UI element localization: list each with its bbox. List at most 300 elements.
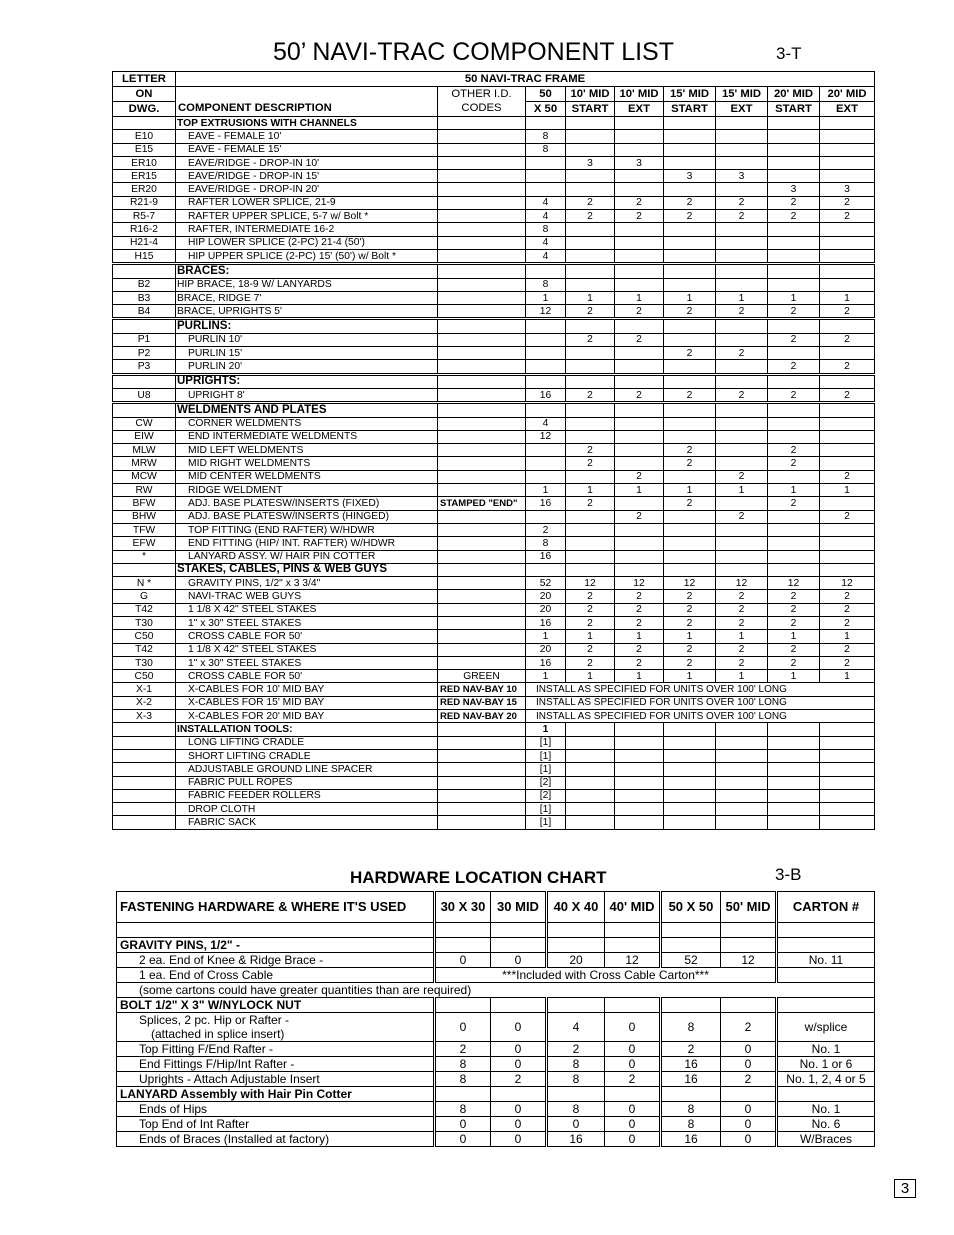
hardware-value: [721, 923, 777, 938]
row-code: U8: [113, 388, 176, 402]
table-row: [113, 630, 875, 643]
row-value: [526, 117, 566, 130]
row-value: 1: [615, 670, 664, 683]
row-value: 12: [566, 577, 615, 590]
row-value: [716, 537, 768, 550]
table-row: [113, 444, 875, 457]
row-value: [716, 249, 768, 263]
hardware-body: [117, 892, 875, 1147]
row-value: [820, 403, 875, 417]
row-value: 1: [820, 670, 875, 683]
row-value: [768, 264, 820, 278]
table-row: [113, 510, 875, 523]
row-value: [768, 236, 820, 249]
hardware-value: 0: [435, 1013, 491, 1042]
row-value: [716, 360, 768, 374]
row-value: [1]: [526, 736, 566, 749]
row-description: CROSS CABLE FOR 50': [176, 670, 438, 683]
hardware-value: [777, 998, 875, 1013]
row-value: 3: [820, 183, 875, 196]
header-col-6-top: 20' MID: [820, 87, 875, 102]
row-description: FABRIC SACK: [176, 816, 438, 829]
hardware-value: [721, 1087, 777, 1102]
row-value: [615, 143, 664, 156]
row-value: 2: [820, 510, 875, 523]
row-value: [768, 347, 820, 360]
row-value: [566, 278, 615, 291]
row-other-code: [438, 170, 526, 183]
row-value: 8: [526, 537, 566, 550]
hardware-value: 16: [661, 1132, 721, 1147]
row-other-code: [438, 763, 526, 776]
row-value: [716, 444, 768, 457]
row-value: [768, 117, 820, 130]
row-value: 2: [566, 444, 615, 457]
hardware-value: 0: [547, 1117, 605, 1132]
hardware-value: 2: [435, 1042, 491, 1057]
row-code: [113, 736, 176, 749]
row-value: [664, 374, 716, 388]
row-value: [664, 430, 716, 443]
row-value: 2: [768, 444, 820, 457]
row-code: B4: [113, 305, 176, 319]
row-code: T30: [113, 616, 176, 629]
section-heading: UPRIGHTS:: [176, 374, 438, 388]
row-value: 2: [820, 333, 875, 346]
row-value: 2: [768, 305, 820, 319]
row-other-code: [438, 789, 526, 802]
row-value: 1: [664, 291, 716, 304]
row-value: [716, 816, 768, 829]
table-row: [113, 278, 875, 291]
hardware-value: [605, 998, 661, 1013]
row-code: R5-7: [113, 210, 176, 223]
hardware-label-line: (attached in splice insert): [151, 1027, 285, 1041]
hardware-row: [117, 1042, 875, 1057]
hardware-value: 2: [491, 1072, 547, 1087]
row-value: 2: [664, 388, 716, 402]
row-value: [820, 319, 875, 333]
row-value: [768, 430, 820, 443]
hardware-label: End Fittings F/Hip/Int Rafter -: [117, 1057, 435, 1072]
row-value: [566, 430, 615, 443]
row-value: 16: [526, 550, 566, 563]
row-value: 2: [768, 333, 820, 346]
row-value: [566, 563, 615, 576]
row-value: [566, 470, 615, 483]
row-value: [615, 523, 664, 536]
row-description: RAFTER UPPER SPLICE, 5-7 w/ Bolt *: [176, 210, 438, 223]
table-row: [113, 210, 875, 223]
row-value: 2: [566, 210, 615, 223]
row-value: 4: [526, 417, 566, 430]
row-value: [566, 403, 615, 417]
header-letter: LETTER: [113, 72, 176, 87]
row-value: [820, 170, 875, 183]
hardware-value: 0: [721, 1102, 777, 1117]
row-code: EIW: [113, 430, 176, 443]
row-value: [615, 403, 664, 417]
hardware-value: 2: [721, 1072, 777, 1087]
row-description: HIP LOWER SPLICE (2-PC) 21-4 (50'): [176, 236, 438, 249]
hardware-label: Top Fitting F/End Rafter -: [117, 1042, 435, 1057]
row-value: [566, 117, 615, 130]
row-install-note: INSTALL AS SPECIFIED FOR UNITS OVER 100' LONG: [526, 683, 875, 696]
row-value: 2: [768, 497, 820, 510]
row-value: [820, 374, 875, 388]
hardware-value: No. 1 or 6: [777, 1057, 875, 1072]
row-value: 2: [526, 523, 566, 536]
row-other-code: [438, 643, 526, 656]
hardware-row: [117, 968, 875, 983]
row-value: [664, 470, 716, 483]
header-description: COMPONENT DESCRIPTION: [176, 102, 438, 117]
row-value: 2: [566, 196, 615, 209]
row-value: 1: [716, 291, 768, 304]
row-value: [664, 264, 716, 278]
row-value: 8: [526, 143, 566, 156]
row-value: [716, 236, 768, 249]
row-value: [566, 550, 615, 563]
row-other-code: STAMPED "END": [438, 497, 526, 510]
row-value: 2: [768, 388, 820, 402]
row-value: [820, 130, 875, 143]
row-value: 2: [716, 305, 768, 319]
table-row: [113, 749, 875, 762]
row-description: FABRIC PULL ROPES: [176, 776, 438, 789]
row-value: [716, 563, 768, 576]
hardware-label: BOLT 1/2" X 3" W/NYLOCK NUT: [117, 998, 435, 1013]
row-value: [615, 497, 664, 510]
row-value: [566, 170, 615, 183]
row-value: [768, 723, 820, 736]
row-other-code: RED NAV-BAY 20: [438, 710, 526, 723]
hardware-value: No. 1: [777, 1042, 875, 1057]
row-other: [438, 723, 526, 736]
row-value: [716, 319, 768, 333]
row-value: 2: [716, 616, 768, 629]
row-value: 2: [716, 210, 768, 223]
row-value: [664, 736, 716, 749]
hardware-value: 8: [661, 1102, 721, 1117]
hardware-value: 16: [661, 1057, 721, 1072]
row-value: [615, 236, 664, 249]
table-row: [113, 696, 875, 709]
hardware-value: 8: [435, 1057, 491, 1072]
section-tag-top: 3-T: [776, 44, 802, 63]
row-value: [566, 749, 615, 762]
hardware-value: 20: [547, 953, 605, 968]
row-value: [566, 417, 615, 430]
row-value: [664, 403, 716, 417]
row-code: [113, 789, 176, 802]
row-code: T42: [113, 603, 176, 616]
row-value: 2: [820, 360, 875, 374]
row-value: 2: [664, 457, 716, 470]
row-description: END FITTING (HIP/ INT. RAFTER) W/HDWR: [176, 537, 438, 550]
row-code: P1: [113, 333, 176, 346]
hardware-header-cell: 30 X 30: [435, 892, 491, 923]
hardware-row: [117, 983, 875, 998]
row-value: [615, 776, 664, 789]
row-value: [716, 117, 768, 130]
row-value: [820, 223, 875, 236]
table-row: [113, 683, 875, 696]
hardware-value: 8: [661, 1117, 721, 1132]
row-description: 1 1/8 X 42" STEEL STAKES: [176, 603, 438, 616]
row-code: [113, 563, 176, 576]
table-row: [113, 577, 875, 590]
row-description: ADJUSTABLE GROUND LINE SPACER: [176, 763, 438, 776]
row-value: 1: [526, 484, 566, 497]
header-frame: 50 NAVI-TRAC FRAME: [176, 72, 875, 87]
table-row: [113, 537, 875, 550]
row-description: 1" x 30" STEEL STAKES: [176, 616, 438, 629]
row-value: [566, 736, 615, 749]
row-value: [526, 510, 566, 523]
hardware-label: 2 ea. End of Knee & Ridge Brace -: [117, 953, 435, 968]
row-value: 12: [768, 577, 820, 590]
row-value: [716, 523, 768, 536]
row-value: 1: [526, 291, 566, 304]
row-value: [664, 319, 716, 333]
row-value: [716, 789, 768, 802]
hardware-value: [491, 998, 547, 1013]
table-row: [113, 497, 875, 510]
hardware-row: [117, 1132, 875, 1147]
component-list-table: [112, 71, 875, 830]
hardware-value: [777, 938, 875, 953]
row-value: [664, 143, 716, 156]
row-code: R16-2: [113, 223, 176, 236]
hardware-value: No. 1: [777, 1102, 875, 1117]
row-value: 1: [664, 630, 716, 643]
row-value: 2: [716, 470, 768, 483]
table-row: [113, 643, 875, 656]
row-value: [664, 183, 716, 196]
header-other-2: CODES: [438, 102, 526, 117]
row-value: [820, 156, 875, 169]
hardware-value: 0: [491, 1132, 547, 1147]
hardware-label: LANYARD Assembly with Hair Pin Cotter: [117, 1087, 435, 1102]
row-code: ER15: [113, 170, 176, 183]
hardware-value: [721, 938, 777, 953]
row-value: 8: [526, 278, 566, 291]
row-value: 2: [664, 603, 716, 616]
row-value: 2: [615, 590, 664, 603]
row-value: [615, 183, 664, 196]
row-other-code: [438, 430, 526, 443]
row-value: [664, 223, 716, 236]
row-value: 2: [615, 210, 664, 223]
row-value: [820, 776, 875, 789]
row-value: [1]: [526, 763, 566, 776]
row-code: CW: [113, 417, 176, 430]
row-value: [820, 264, 875, 278]
row-value: 2: [615, 470, 664, 483]
row-value: [820, 550, 875, 563]
row-value: [566, 143, 615, 156]
row-value: 1: [615, 291, 664, 304]
row-description: EAVE/RIDGE - DROP-IN 20': [176, 183, 438, 196]
hardware-header-cell: 40 X 40: [547, 892, 605, 923]
row-value: 12: [820, 577, 875, 590]
row-value: 2: [664, 444, 716, 457]
row-value: 1: [768, 291, 820, 304]
row-value: 2: [566, 656, 615, 669]
row-value: 1: [615, 630, 664, 643]
row-value: [664, 550, 716, 563]
row-value: [820, 236, 875, 249]
row-value: [615, 374, 664, 388]
hardware-value: 8: [435, 1072, 491, 1087]
table-row: [113, 603, 875, 616]
row-value: [664, 523, 716, 536]
row-description: DROP CLOTH: [176, 803, 438, 816]
row-value: [615, 444, 664, 457]
section-heading: INSTALLATION TOOLS:: [176, 723, 438, 736]
row-value: [615, 816, 664, 829]
section-row: [113, 117, 875, 130]
hardware-value: No. 11: [777, 953, 875, 968]
row-value: 1: [566, 484, 615, 497]
row-code: BFW: [113, 497, 176, 510]
component-header-row-3: [113, 102, 875, 117]
row-value: 1: [664, 670, 716, 683]
hardware-header-cell: CARTON #: [777, 892, 875, 923]
header-col-1-top: 10' MID: [566, 87, 615, 102]
row-description: PURLIN 15': [176, 347, 438, 360]
row-value: 2: [615, 656, 664, 669]
table-row: [113, 249, 875, 263]
row-value: [768, 776, 820, 789]
row-code: [113, 749, 176, 762]
row-value: 1: [615, 484, 664, 497]
row-value: [664, 278, 716, 291]
row-value: 2: [768, 210, 820, 223]
row-other-code: GREEN: [438, 670, 526, 683]
row-value: [664, 360, 716, 374]
hardware-value: 0: [491, 953, 547, 968]
table-row: [113, 550, 875, 563]
row-value: [526, 333, 566, 346]
row-code: B3: [113, 291, 176, 304]
hardware-row: [117, 1117, 875, 1132]
row-value: 2: [566, 333, 615, 346]
section-heading: WELDMENTS AND PLATES: [176, 403, 438, 417]
row-value: 4: [526, 249, 566, 263]
row-value: [664, 417, 716, 430]
row-code: [113, 403, 176, 417]
row-value: [716, 333, 768, 346]
row-value: [615, 789, 664, 802]
row-value: [768, 319, 820, 333]
hardware-value: W/Braces: [777, 1132, 875, 1147]
row-value: 2: [716, 603, 768, 616]
row-value: 2: [566, 305, 615, 319]
row-other-code: RED NAV-BAY 10: [438, 683, 526, 696]
row-other-code: [438, 470, 526, 483]
hardware-label: GRAVITY PINS, 1/2" -: [117, 938, 435, 953]
row-value: [820, 249, 875, 263]
hardware-row: [117, 923, 875, 938]
row-description: RAFTER LOWER SPLICE, 21-9: [176, 196, 438, 209]
row-other-code: [438, 776, 526, 789]
row-other-code: [438, 388, 526, 402]
hardware-value: 8: [435, 1102, 491, 1117]
hardware-value: 0: [491, 1102, 547, 1117]
row-description: RIDGE WELDMENT: [176, 484, 438, 497]
row-other-code: [438, 183, 526, 196]
row-value: [664, 236, 716, 249]
table-row: [113, 656, 875, 669]
row-value: [768, 763, 820, 776]
table-row: [113, 347, 875, 360]
row-value: 2: [716, 510, 768, 523]
row-value: [664, 803, 716, 816]
row-other-code: [438, 249, 526, 263]
row-description: GRAVITY PINS, 1/2" x 3 3/4": [176, 577, 438, 590]
hardware-value: [605, 1087, 661, 1102]
row-code: C50: [113, 630, 176, 643]
table-row: [113, 130, 875, 143]
row-value: [768, 130, 820, 143]
row-value: [820, 430, 875, 443]
header-col-3-bottom: START: [664, 102, 716, 117]
row-other-code: [438, 210, 526, 223]
row-value: [1]: [526, 749, 566, 762]
hardware-label: [117, 923, 435, 938]
row-other-code: [438, 196, 526, 209]
row-code: B2: [113, 278, 176, 291]
hardware-value: [605, 923, 661, 938]
row-value: [615, 347, 664, 360]
hardware-value: [491, 1087, 547, 1102]
row-value: 1: [768, 670, 820, 683]
row-other-code: [438, 816, 526, 829]
row-value: [768, 143, 820, 156]
row-value: 20: [526, 643, 566, 656]
row-value: 2: [768, 643, 820, 656]
hardware-value: 0: [491, 1042, 547, 1057]
row-value: [820, 497, 875, 510]
row-value: [526, 347, 566, 360]
hardware-label: Ends of Hips: [117, 1102, 435, 1117]
row-value: [820, 803, 875, 816]
row-value: 2: [566, 497, 615, 510]
hardware-title: HARDWARE LOCATION CHART: [350, 868, 607, 887]
header-col-5-bottom: START: [768, 102, 820, 117]
hardware-header-cell: 30 MID: [491, 892, 547, 923]
row-other-code: [438, 291, 526, 304]
row-value: [615, 264, 664, 278]
hardware-value: 2: [721, 1013, 777, 1042]
row-code: H21-4: [113, 236, 176, 249]
row-value: [2]: [526, 789, 566, 802]
row-description: EAVE - FEMALE 15': [176, 143, 438, 156]
row-other-code: [438, 143, 526, 156]
table-row: [113, 670, 875, 683]
row-value: [768, 249, 820, 263]
row-value: 2: [768, 590, 820, 603]
row-value: [768, 803, 820, 816]
row-value: [1]: [526, 803, 566, 816]
row-value: 2: [664, 643, 716, 656]
row-value: [716, 278, 768, 291]
row-value: [820, 417, 875, 430]
header-col-4-bottom: EXT: [716, 102, 768, 117]
row-other-code: [438, 803, 526, 816]
